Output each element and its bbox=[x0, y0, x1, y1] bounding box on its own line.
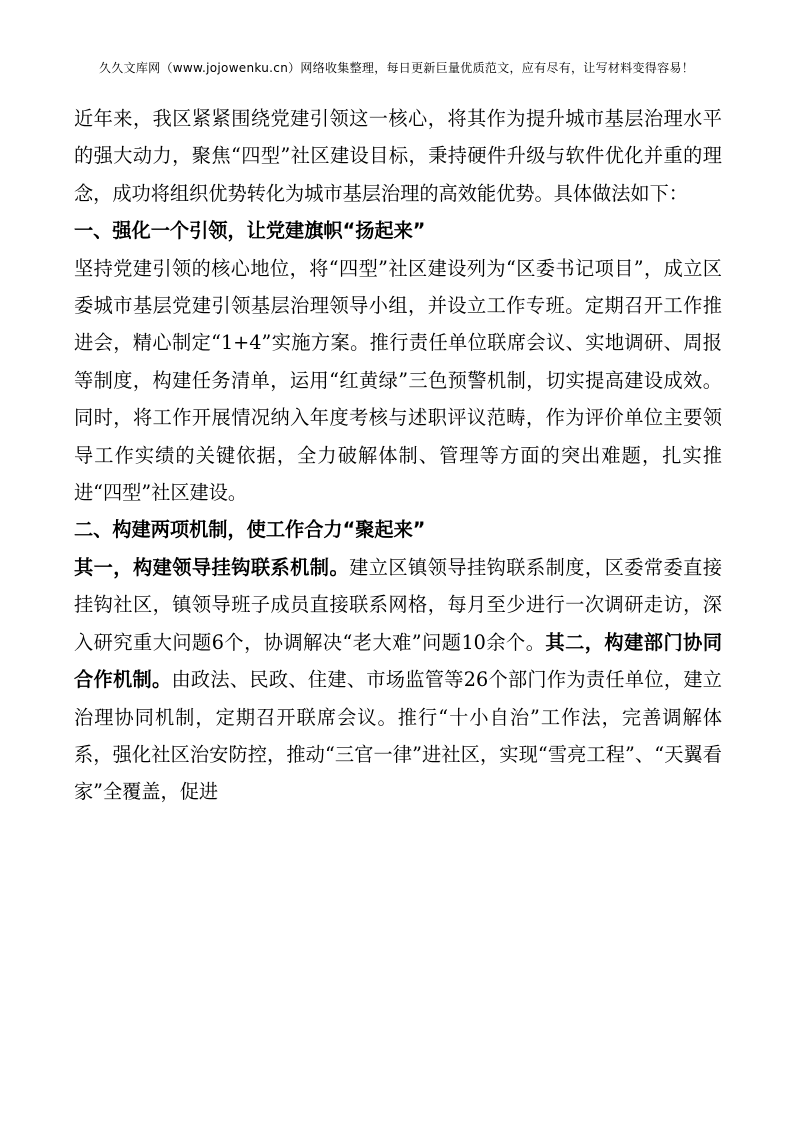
mechanism-1-text: 建立区镇领导挂钩联系制度，区委常委直接挂钩社区，镇领导班子成员直接联系网格，每月至少进行一次调研走访，深入研究重大问题6个，协调解决“老大难”问题10余个。 bbox=[74, 555, 723, 654]
section-2-paragraph bbox=[74, 549, 722, 811]
intro-paragraph: 近年来，我区紧紧围绕党建引领这一核心，将其作为提升城市基层治理水平的强大动力，聚焦“四型”社区建设目标，秉持硬件升级与软件优化并重的理念，成功将组织优势转化为城市基层治理的高效能优势。具体做法如下： bbox=[74, 107, 722, 205]
page-header: 久久文库网（www.jojowenku.cn）网络收集整理，每日更新巨量优质范文，应有尽有，让写材料变得容易！ bbox=[98, 61, 695, 75]
mechanism-1-lead: 其一，构建领导挂钩联系机制。 bbox=[74, 555, 350, 579]
mechanism-2-text: 由政法、民政、住建、市场监管等26个部门作为责任单位，建立治理协同机制，定期召开联席会议。推行“十小自治”工作法，完善调解体系，强化社区治安防控，推动“三官一律”进社区，实现“雪亮工程”、“天翼看家”全覆盖，促进 bbox=[74, 668, 722, 804]
section-1-heading: 一、强化一个引领，让党建旗帜“扬起来” bbox=[74, 219, 426, 243]
section-2-heading: 二、构建两项机制，使工作合力“聚起来” bbox=[74, 518, 426, 542]
mechanism-2-lead: 其二，构建部门协同合作机制。 bbox=[74, 630, 723, 692]
document-body bbox=[74, 100, 722, 811]
section-1-paragraph: 坚持党建引领的核心地位，将“四型”社区建设列为“区委书记项目”，成立区委城市基层党建引领基层治理领导小组，并设立工作专班。定期召开工作推进会，精心制定“1+4”实施方案。推行责任单位联席会议、实地调研、周报等制度，构建任务清单，运用“红黄绿”三色预警机制，切实提高建设成效。同时，将工作开展情况纳入年度考核与述职评议范畴，作为评价单位主要领导工作实绩的关键依据，全力破解体制、管理等方面的突出难题，扎实推进“四型”社区建设。 bbox=[74, 256, 722, 505]
